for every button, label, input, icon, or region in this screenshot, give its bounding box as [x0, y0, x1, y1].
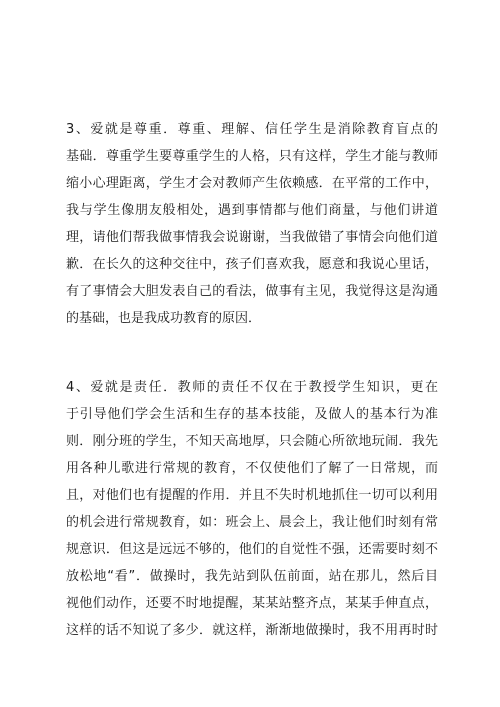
text-line: 3、爱就是尊重．尊重、理解、信任学生是消除教育盲点的 — [66, 122, 438, 137]
text-line: 我与学生像朋友般相处，遇到事情都与他们商量，与他们讲道 — [66, 203, 438, 218]
text-line: 缩小心理距离，学生才会对教师产生依赖感．在平常的工作中， — [66, 176, 438, 191]
text-line: 则．刚分班的学生，不知天高地厚，只会随心所欲地玩闹．我先 — [66, 434, 438, 449]
text-line: 歉．在长久的这种交往中，孩子们喜欢我，愿意和我说心里话， — [66, 257, 438, 272]
text-line: 且，对他们也有提醒的作用．并且不失时机地抓住一切可以利用 — [66, 488, 438, 503]
text-line: 放松地“看”．做操时，我先站到队伍前面，站在那儿，然后目 — [66, 569, 438, 584]
text-line: 规意识．但这是远远不够的，他们的自觉性不强，还需要时刻不 — [66, 542, 438, 557]
text-line: 的基础，也是我成功教育的原因． — [66, 311, 262, 326]
paragraph-respect — [66, 116, 438, 332]
text-line: 有了事情会大胆发表自己的看法，做事有主见，我觉得这是沟通 — [66, 284, 438, 299]
text-line: 这样的话不知说了多少．就这样，渐渐地做操时，我不用再时时 — [66, 623, 438, 638]
text-line: 4、爱就是责任．教师的责任不仅在于教授学生知识，更在 — [66, 380, 438, 395]
text-line: 视他们动作，还要不时地提醒，某某站整齐点，某某手伸直点， — [66, 596, 438, 611]
text-line: 理，请他们帮我做事情我会说谢谢，当我做错了事情会向他们道 — [66, 230, 438, 245]
paragraph-responsibility — [66, 374, 438, 644]
text-line: 于引导他们学会生活和生存的基本技能，及做人的基本行为准 — [66, 407, 438, 422]
text-line: 的机会进行常规教育，如：班会上、晨会上，我让他们时刻有常 — [66, 515, 438, 530]
text-line: 基础．尊重学生要尊重学生的人格，只有这样，学生才能与教师 — [66, 149, 438, 164]
text-line: 用各种儿歌进行常规的教育，不仅使他们了解了一日常规，而 — [66, 461, 438, 476]
